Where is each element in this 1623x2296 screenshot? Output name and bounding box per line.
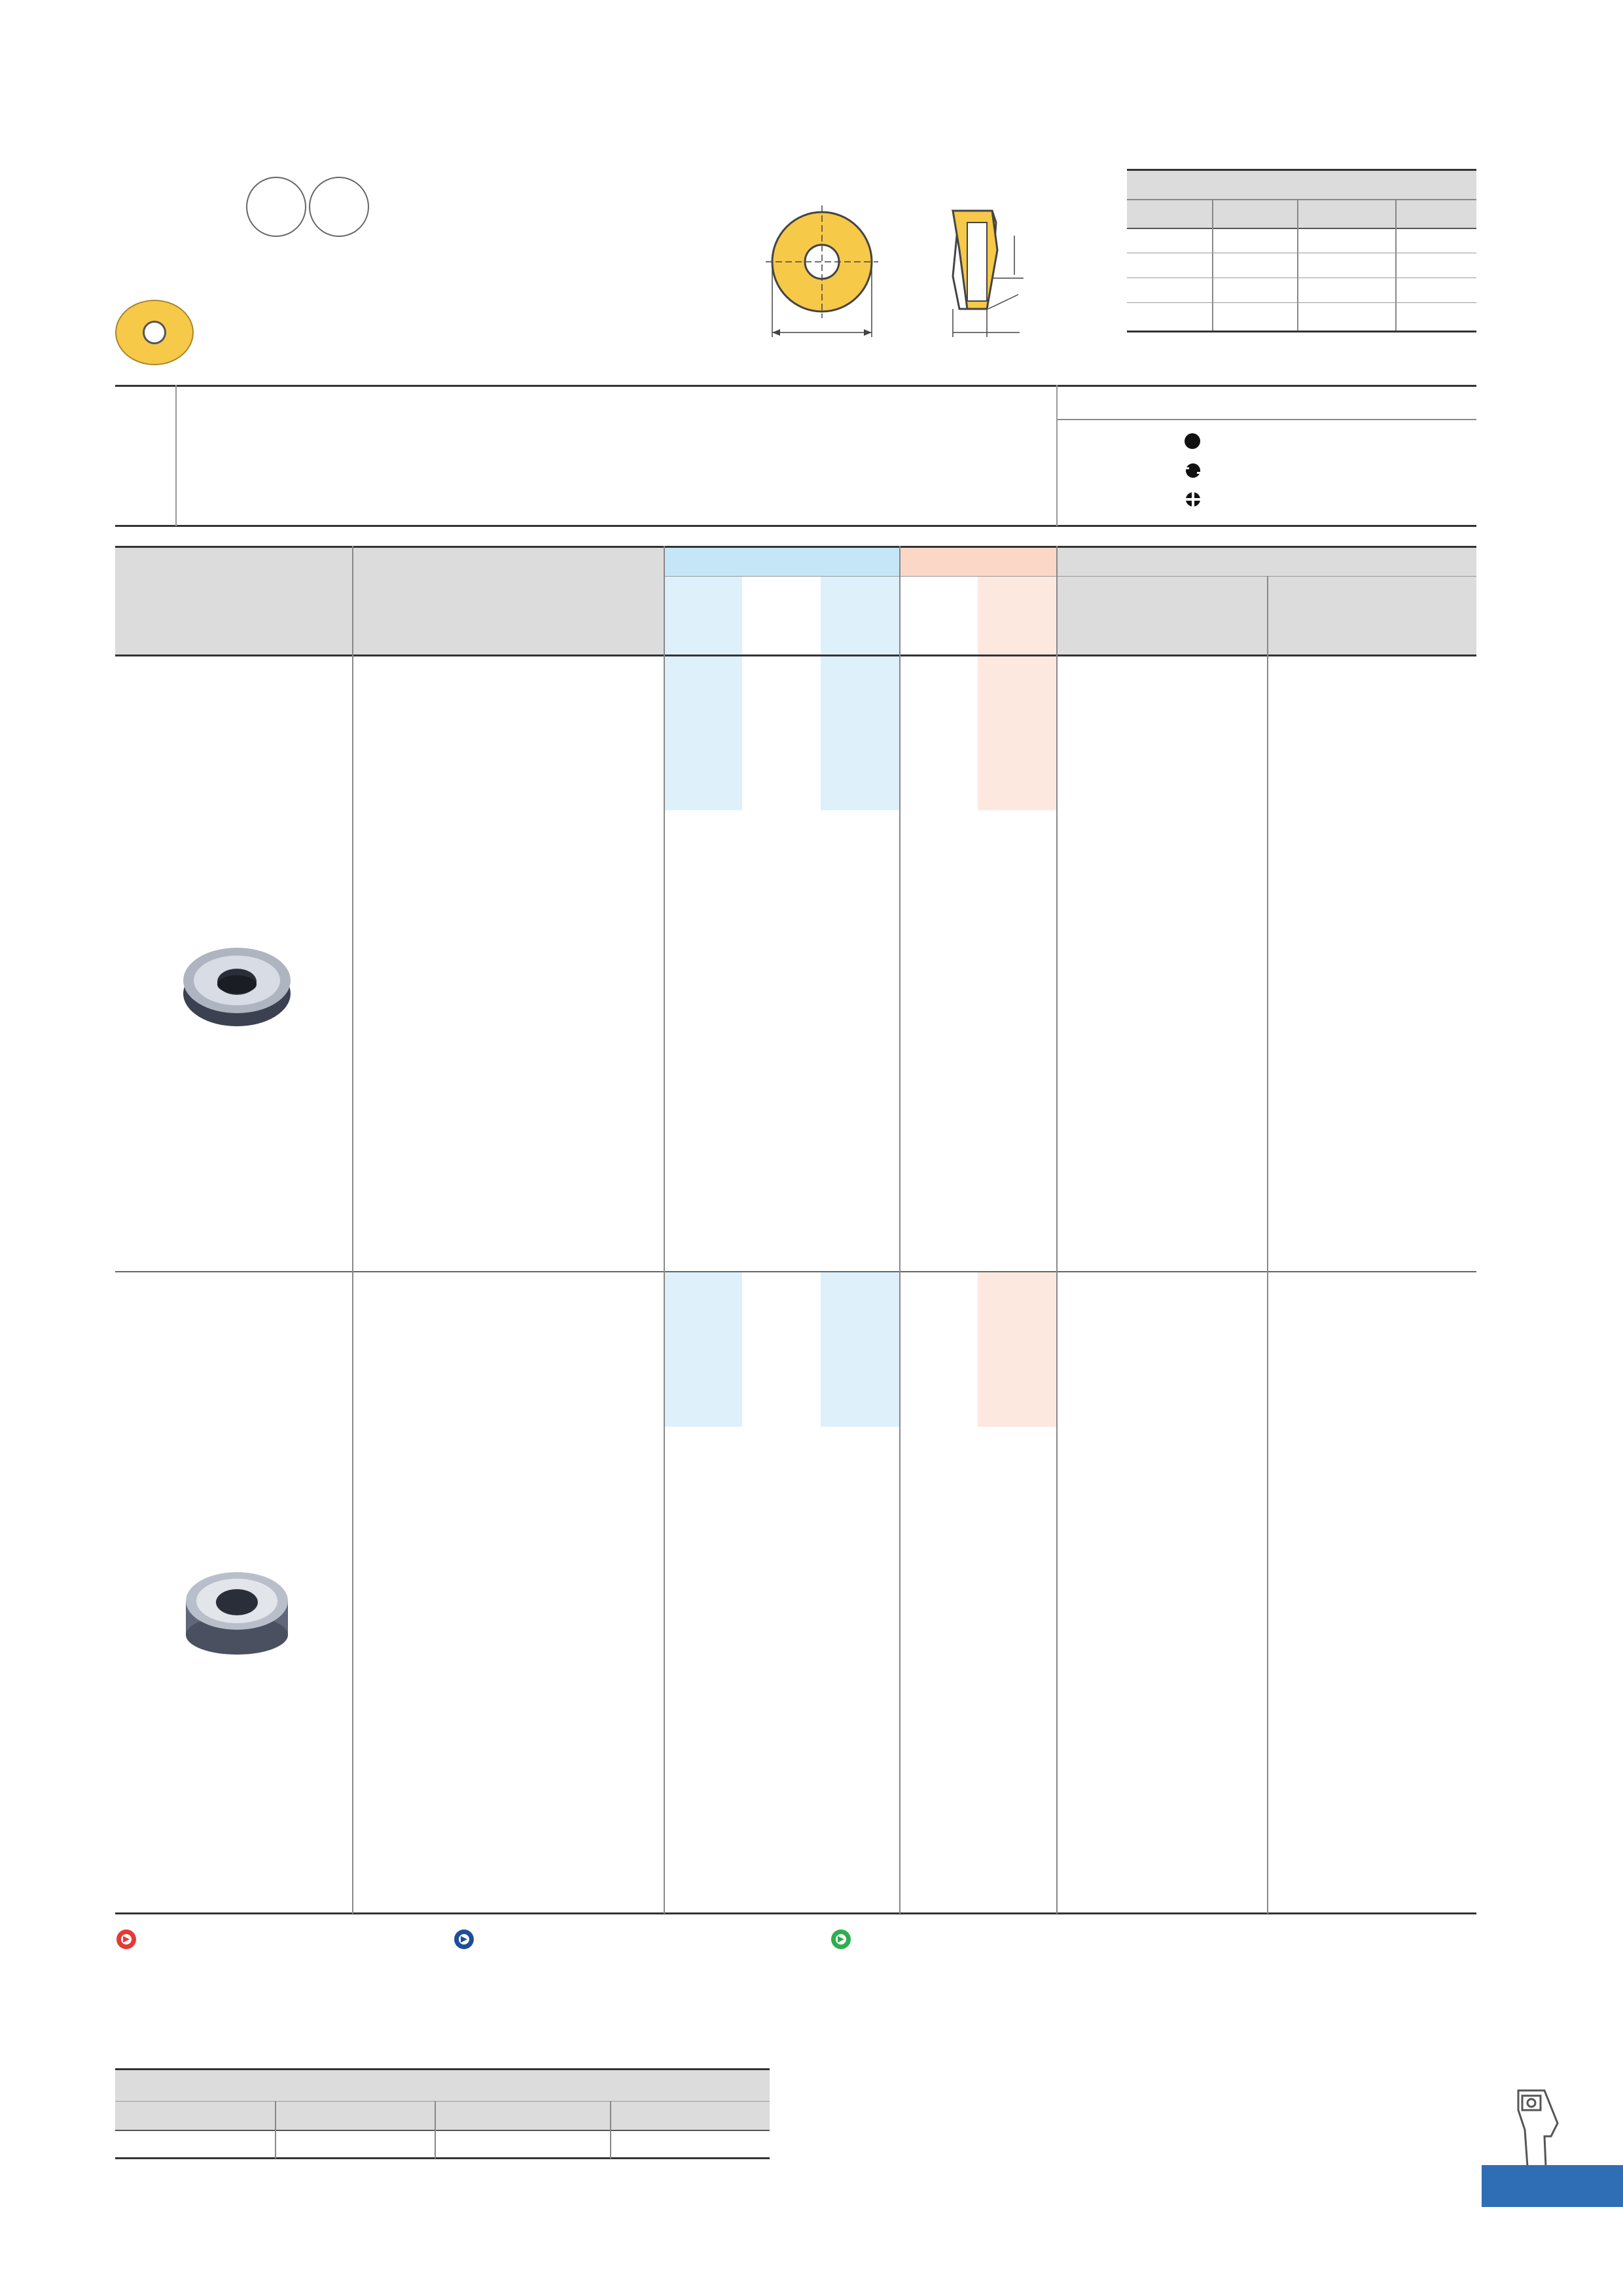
legend-continuous — [1185, 433, 1204, 449]
turning-tab-letter[interactable] — [1482, 2165, 1623, 2207]
ar-insert-image — [178, 1560, 296, 1659]
arrow-circle-icon — [830, 1928, 852, 1950]
legend-general — [1185, 462, 1205, 479]
round-insert-icon — [115, 300, 194, 365]
grade-pc5040 — [692, 578, 714, 656]
workpiece-label — [134, 397, 156, 515]
arrow-circle-icon — [115, 1928, 137, 1950]
empty-circle-icon — [246, 177, 306, 237]
ref-code-system[interactable] — [830, 1928, 869, 1950]
dimensions-table — [1127, 169, 1476, 332]
grade-pd1000 — [770, 578, 793, 656]
grade-pd1010 — [849, 578, 871, 656]
grade-h01 — [927, 578, 950, 656]
interrupted-cutting-icon — [1185, 491, 1202, 508]
general-cutting-icon — [1185, 462, 1202, 479]
tool-holders-table — [115, 2068, 770, 2160]
ref-chip-breaker[interactable] — [453, 1928, 492, 1950]
turning-tool-icon — [1505, 2084, 1571, 2169]
main-table — [115, 546, 1476, 1915]
arrow-circle-icon — [453, 1928, 475, 1950]
continuous-cutting-icon — [1185, 433, 1200, 449]
grade-h05 — [1006, 578, 1028, 656]
ref-cutting-edge[interactable] — [115, 1928, 154, 1950]
workpiece-table — [115, 385, 1476, 528]
insert-drawing — [759, 196, 1086, 347]
ak-insert-image — [178, 939, 296, 1030]
legend-interrupted — [1185, 491, 1205, 508]
empty-circle-icon — [309, 177, 369, 237]
